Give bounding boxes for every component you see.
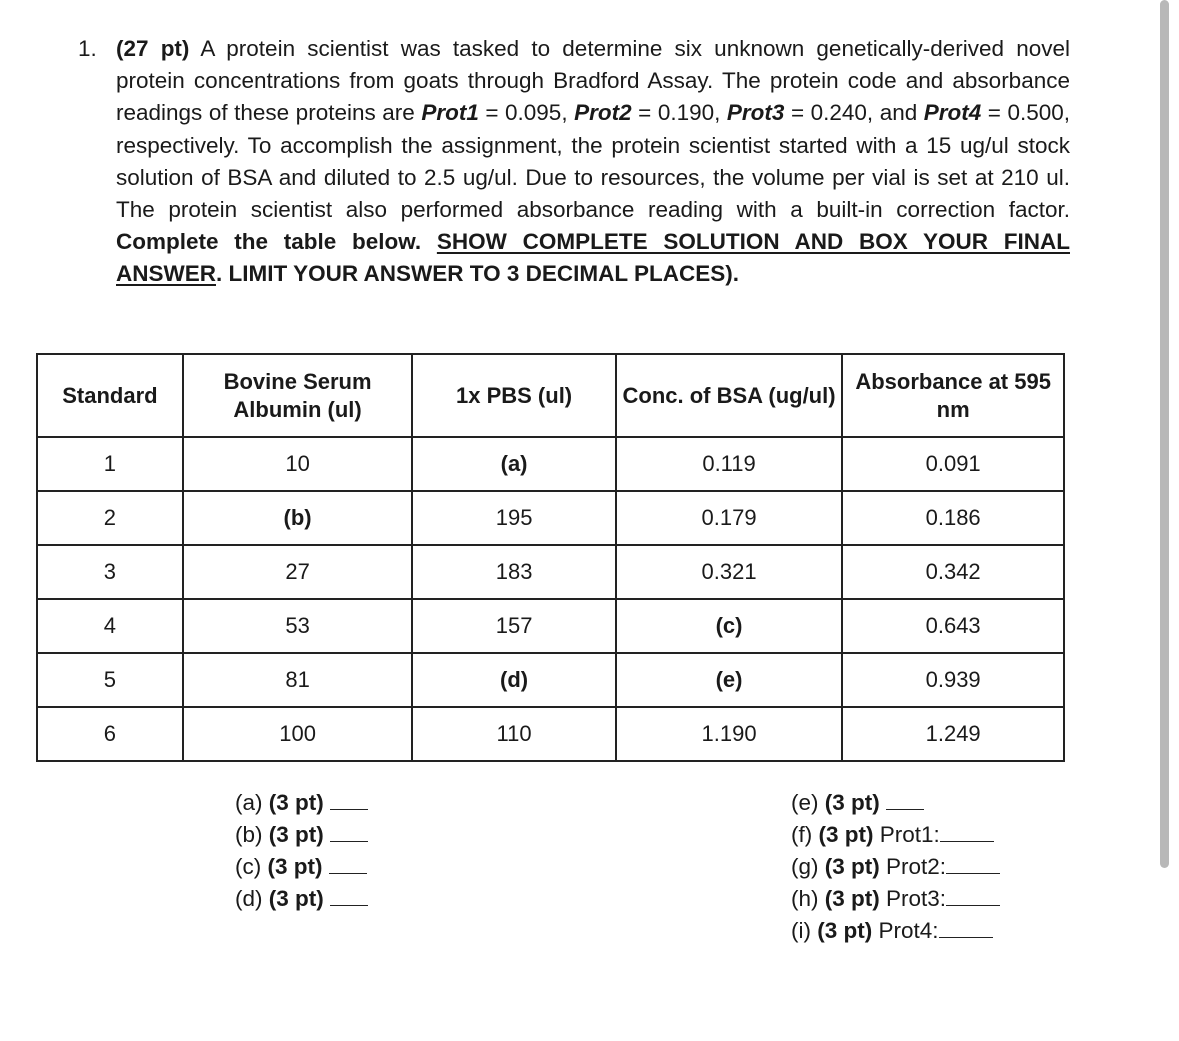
prot3-value: = 0.240, and xyxy=(784,100,924,126)
table-cell: 195 xyxy=(412,491,615,545)
answer-blank[interactable] xyxy=(939,936,993,938)
answers-left xyxy=(235,787,368,915)
scrollbar[interactable] xyxy=(1160,0,1169,868)
prot3-name: Prot3 xyxy=(726,100,785,126)
table-cell: 1 xyxy=(37,437,183,491)
table-cell-blank: (d) xyxy=(412,653,615,707)
table-cell: 0.186 xyxy=(842,491,1064,545)
table-cell-blank: (e) xyxy=(616,653,842,707)
answer-line: (c) (3 pt) xyxy=(235,851,368,883)
answer-blank[interactable] xyxy=(329,872,367,874)
answer-line: (b) (3 pt) xyxy=(235,819,368,851)
table-cell: 183 xyxy=(412,545,615,599)
table-row xyxy=(37,437,1064,491)
table-header-row xyxy=(37,354,1064,437)
prot2-name: Prot2 xyxy=(574,100,632,126)
table-cell: 5 xyxy=(37,653,183,707)
table-cell-blank: (c) xyxy=(616,599,842,653)
prot1-value: = 0.095, xyxy=(478,100,575,126)
answer-line: (f) (3 pt) Prot1: xyxy=(791,819,1000,851)
table-cell: 4 xyxy=(37,599,183,653)
show-solution-instruction: SHOW COMPLETE SOLUTION AND BOX YOUR FINAL ANSWER xyxy=(116,229,1070,287)
header-conc: Conc. of BSA (ug/ul) xyxy=(616,354,842,437)
answer-line: (g) (3 pt) Prot2: xyxy=(791,851,1000,883)
table-cell: 157 xyxy=(412,599,615,653)
answers-right xyxy=(791,787,1000,947)
table-cell: 10 xyxy=(183,437,413,491)
answer-line: (h) (3 pt) Prot3: xyxy=(791,883,1000,915)
question-points: (27 pt) xyxy=(116,36,190,61)
question-number: 1. xyxy=(78,36,97,61)
answer-blank[interactable] xyxy=(330,904,368,906)
table-row xyxy=(37,545,1064,599)
question-intro: A protein scientist was tasked to determine six unknown genetically-derived novel protein concentrations from goats through Bradford Assay. The protein code and absorbance readings of these proteins are xyxy=(116,36,1070,126)
header-bsa: Bovine Serum Albumin (ul) xyxy=(183,354,413,437)
table-cell: 27 xyxy=(183,545,413,599)
prot2-value: = 0.190, xyxy=(631,100,727,126)
answer-line: (d) (3 pt) xyxy=(235,883,368,915)
table-cell: 0.119 xyxy=(616,437,842,491)
table-cell: 0.643 xyxy=(842,599,1064,653)
header-absorbance: Absorbance at 595 nm xyxy=(842,354,1064,437)
table-cell: 6 xyxy=(37,707,183,761)
prot4-value: = 0.500, respectively. To accomplish the assignment, the protein scientist started with a 15 ug/ul stock solution of BSA and diluted to 2.5 ug/ul. Due to resources, the volume per vial is set at 210 ul. The protein scientist also performed absorbance reading with a built-in correction factor. xyxy=(116,100,1071,223)
table-cell-blank: (a) xyxy=(412,437,615,491)
table-cell: 0.939 xyxy=(842,653,1064,707)
answer-blank[interactable] xyxy=(940,840,994,842)
question-block xyxy=(78,33,1070,291)
answer-line: (i) (3 pt) Prot4: xyxy=(791,915,1000,947)
bsa-standards-table xyxy=(36,353,1065,762)
table-cell-blank: (b) xyxy=(183,491,413,545)
question-text xyxy=(116,33,1070,291)
table-row xyxy=(37,707,1064,761)
answer-blank[interactable] xyxy=(886,808,924,810)
table-cell: 2 xyxy=(37,491,183,545)
table-cell: 1.190 xyxy=(616,707,842,761)
table-row xyxy=(37,491,1064,545)
limit-instruction: . LIMIT YOUR ANSWER TO 3 DECIMAL PLACES). xyxy=(216,261,739,287)
table-cell: 0.091 xyxy=(842,437,1064,491)
table-cell: 81 xyxy=(183,653,413,707)
answer-blank[interactable] xyxy=(330,808,368,810)
table-cell: 0.179 xyxy=(616,491,842,545)
table-cell: 110 xyxy=(412,707,615,761)
table-cell: 3 xyxy=(37,545,183,599)
table-cell: 53 xyxy=(183,599,413,653)
header-standard: Standard xyxy=(37,354,183,437)
prot1-name: Prot1 xyxy=(421,100,479,126)
answer-blank[interactable] xyxy=(946,904,1000,906)
answer-line: (e) (3 pt) xyxy=(791,787,1000,819)
prot4-name: Prot4 xyxy=(923,100,982,126)
table-cell: 0.342 xyxy=(842,545,1064,599)
table-cell: 1.249 xyxy=(842,707,1064,761)
answer-line: (a) (3 pt) xyxy=(235,787,368,819)
table-row xyxy=(37,599,1064,653)
table-cell: 0.321 xyxy=(616,545,842,599)
answer-blank[interactable] xyxy=(946,872,1000,874)
table-cell: 100 xyxy=(183,707,413,761)
answer-blank[interactable] xyxy=(330,840,368,842)
complete-instruction: Complete the table below. xyxy=(116,229,437,255)
header-pbs: 1x PBS (ul) xyxy=(412,354,615,437)
table-row xyxy=(37,653,1064,707)
